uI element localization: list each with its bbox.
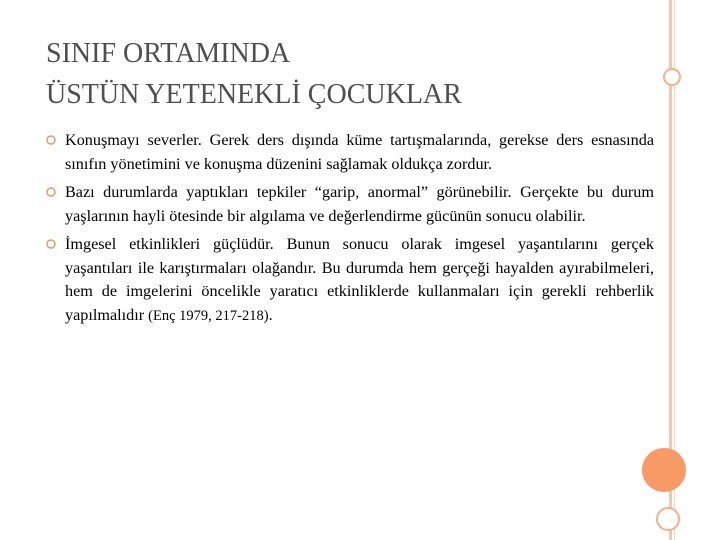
bullet-text: Bazı durumlarda yaptıkları tepkiler “garip, anormal” görünebilir. Gerçekte bu durum yaşlarının hayli ötesinde bir algılama ve değerlendirme gücünün sonucu olabilir.: [65, 183, 654, 225]
bullet-end: .: [268, 305, 273, 324]
bullet-item: [46, 181, 654, 228]
title-line-2: ÜSTÜN YETENEKLİ ÇOCUKLAR: [46, 79, 462, 110]
decorative-circle-bottom: [656, 507, 680, 531]
decorative-circle-large: [642, 448, 686, 492]
hollow-circle-icon: [46, 187, 56, 197]
bullet-item: [46, 129, 654, 176]
title-line-1: SINIF ORTAMINDA: [46, 38, 291, 69]
bullet-text: Konuşmayı severler. Gerek ders dışında küme tartışmalarında, gerekse ders esnasında sınıfın yönetimini ve konuşma düzenini sağlamak oldukça zordur.: [65, 131, 654, 173]
bullet-text: İmgesel etkinlikleri güçlüdür. Bunun sonucu olarak imgesel yaşantılarını gerçek yaşantıları ile karıştırmaları olağandır. Bu durumda hem gerçeği hayalden ayırabilmeleri, hem de imgelerini öncelikle yaratıcı etkinliklerde kullanmaları için gerekli rehberlik yapılmalıdır: [65, 235, 654, 324]
decorative-circle-top: [663, 68, 681, 86]
hollow-circle-icon: [46, 239, 56, 249]
citation: (Enç 1979, 217-218): [148, 307, 269, 324]
hollow-circle-icon: [46, 135, 56, 145]
bullet-list: [46, 129, 654, 333]
bullet-item: [46, 233, 654, 328]
slide-title: [46, 33, 646, 115]
